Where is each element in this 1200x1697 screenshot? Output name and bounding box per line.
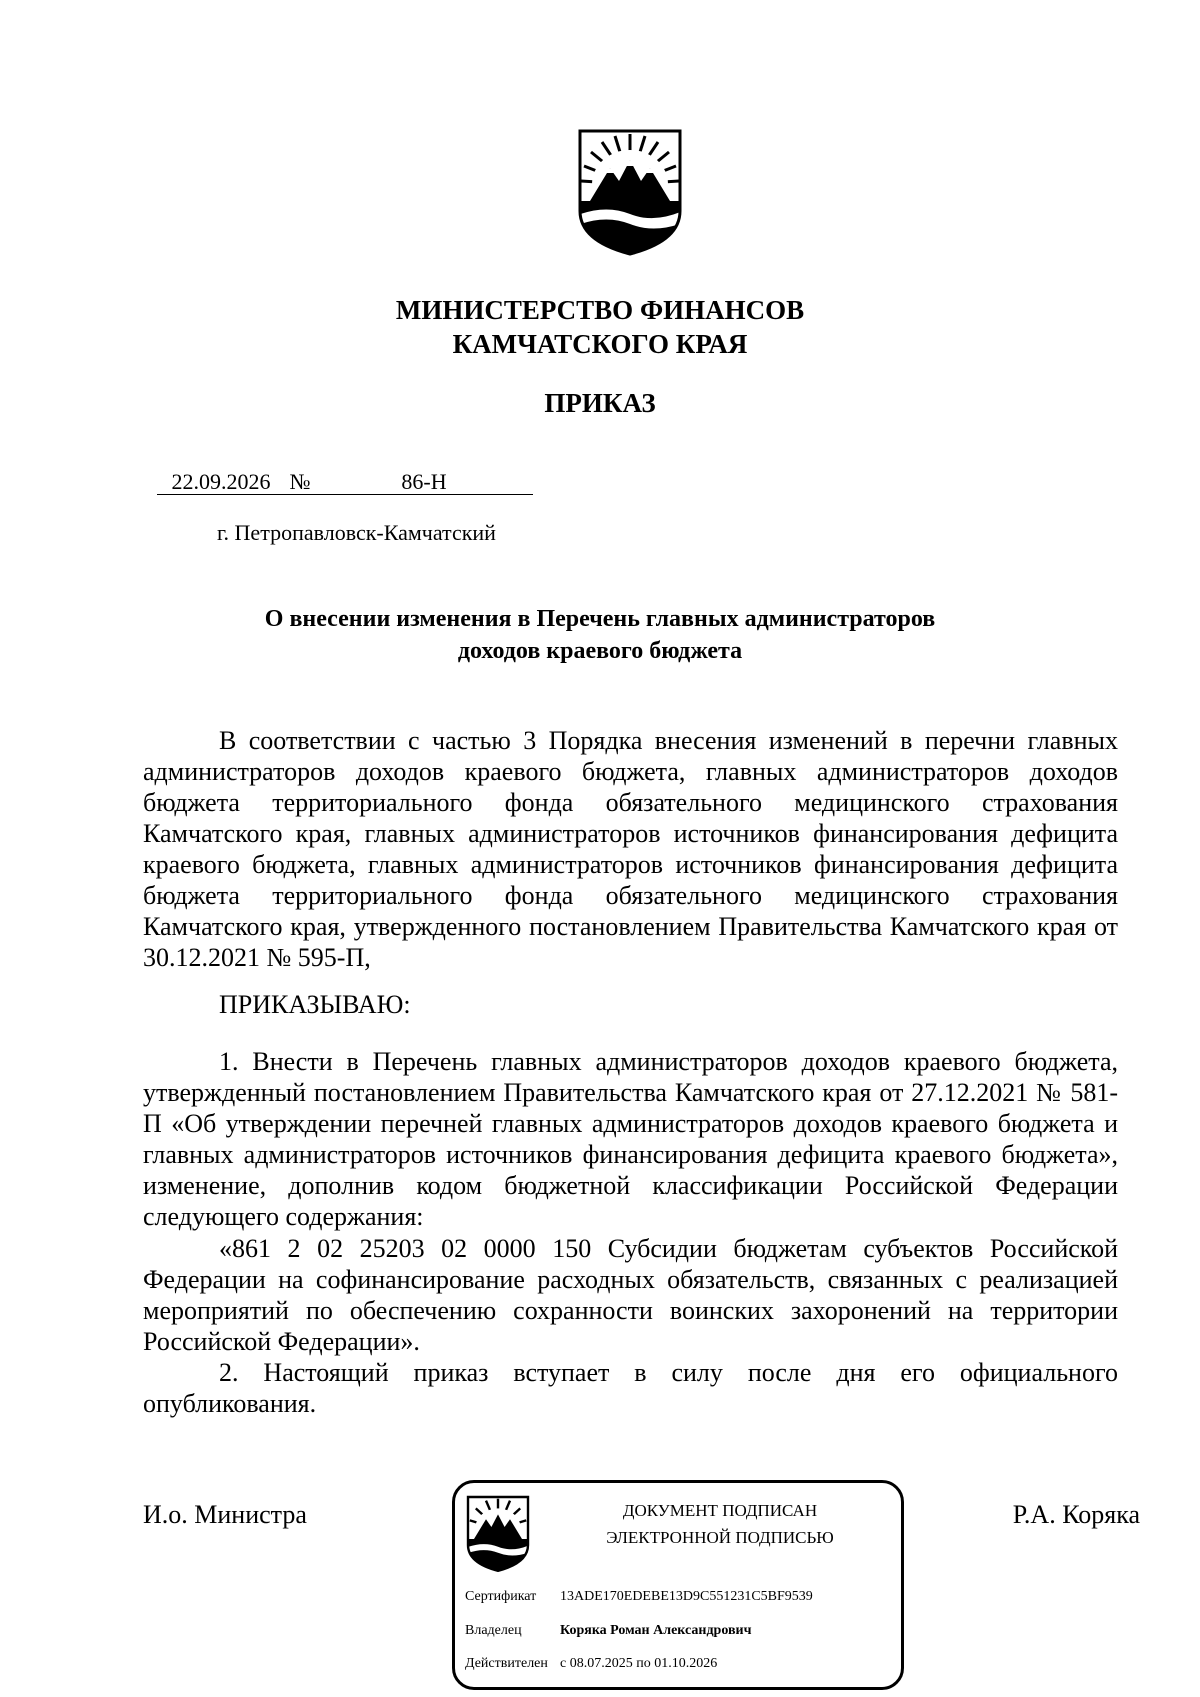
signatory-position: И.о. Министра: [143, 1500, 307, 1529]
document-date: 22.09.2026: [157, 470, 285, 495]
number-sign: №: [285, 470, 315, 495]
stamp-validity-row: [465, 1656, 717, 1672]
item-1-quote-paragraph: «861 2 02 25203 02 0000 150 Субсидии бюджетам субъектов Российской Федерации на софинансирование расходных обязательств, связанных с реализацией мероприятий по обеспечению сохранности воинских захоронений на территории Российской Федерации».: [143, 1234, 1118, 1356]
stamp-heading: [545, 1497, 895, 1551]
date-number-line: [157, 469, 533, 495]
organization-name-line1: МИНИСТЕРСТВО ФИНАНСОВ: [395, 295, 805, 325]
signatory-name: Р.А. Коряка: [1012, 1500, 1140, 1529]
electronic-signature-stamp: [452, 1480, 904, 1690]
preamble-paragraph: В соответствии с частью 3 Порядка внесения изменений в перечни главных администраторов доходов краевого бюджета, главных администраторов доходов бюджета территориального фонда обязательного медицинского страхования Камчатского края, главных администраторов источников финансирования дефицита краевого бюджета, главных администраторов источников финансирования дефицита бюджета территориального фонда обязательного медицинского страхования Камчатского края, утвержденного постановлением Правительства Камчатского края от 30.12.2021 № 595-П,: [143, 726, 1118, 972]
certificate-value: 13ADE170EDEBE13D9C551231C5BF9539: [560, 1589, 813, 1604]
city-name: г. Петропавловск-Камчатский: [217, 520, 496, 545]
certificate-label: Сертификат: [465, 1589, 537, 1604]
item-1-paragraph: 1. Внести в Перечень главных администраторов доходов краевого бюджета, утвержденный постановлением Правительства Камчатского края от 27.12.2021 № 581-П «Об утверждении перечней главных администраторов доходов краевого бюджета и главных администраторов источников финансирования дефицита краевого бюджета», изменение, дополнив кодом бюджетной классификации Российской Федерации следующего содержания:: [143, 1047, 1118, 1231]
owner-label: Владелец: [465, 1623, 522, 1638]
subject-line2: доходов краевого бюджета: [457, 638, 743, 664]
document-type: ПРИКАЗ: [544, 388, 656, 418]
stamp-owner-row: [465, 1623, 752, 1639]
validity-value: с 08.07.2025 по 01.10.2026: [560, 1656, 718, 1671]
document-number: 86-Н: [315, 470, 533, 495]
stamp-heading-line1: ДОКУМЕНТ ПОДПИСАН: [622, 1501, 818, 1520]
stamp-coat-of-arms-icon: [465, 1491, 531, 1575]
subject-line1: О внесении изменения в Перечень главных администраторов: [264, 606, 936, 632]
coat-of-arms-emblem: [575, 126, 685, 256]
document-subject: [0, 603, 1200, 667]
order-word: ПРИКАЗЫВАЮ:: [219, 990, 411, 1019]
item-2-paragraph: 2. Настоящий приказ вступает в силу после дня его официального опубликования.: [143, 1358, 1118, 1418]
organization-name-line2: КАМЧАТСКОГО КРАЯ: [452, 329, 748, 359]
stamp-certificate-row: [465, 1589, 813, 1605]
validity-label: Действителен: [465, 1656, 548, 1671]
organization-name: [0, 293, 1200, 361]
owner-value: Коряка Роман Александрович: [560, 1623, 752, 1638]
stamp-heading-line2: ЭЛЕКТРОННОЙ ПОДПИСЬЮ: [606, 1528, 834, 1547]
